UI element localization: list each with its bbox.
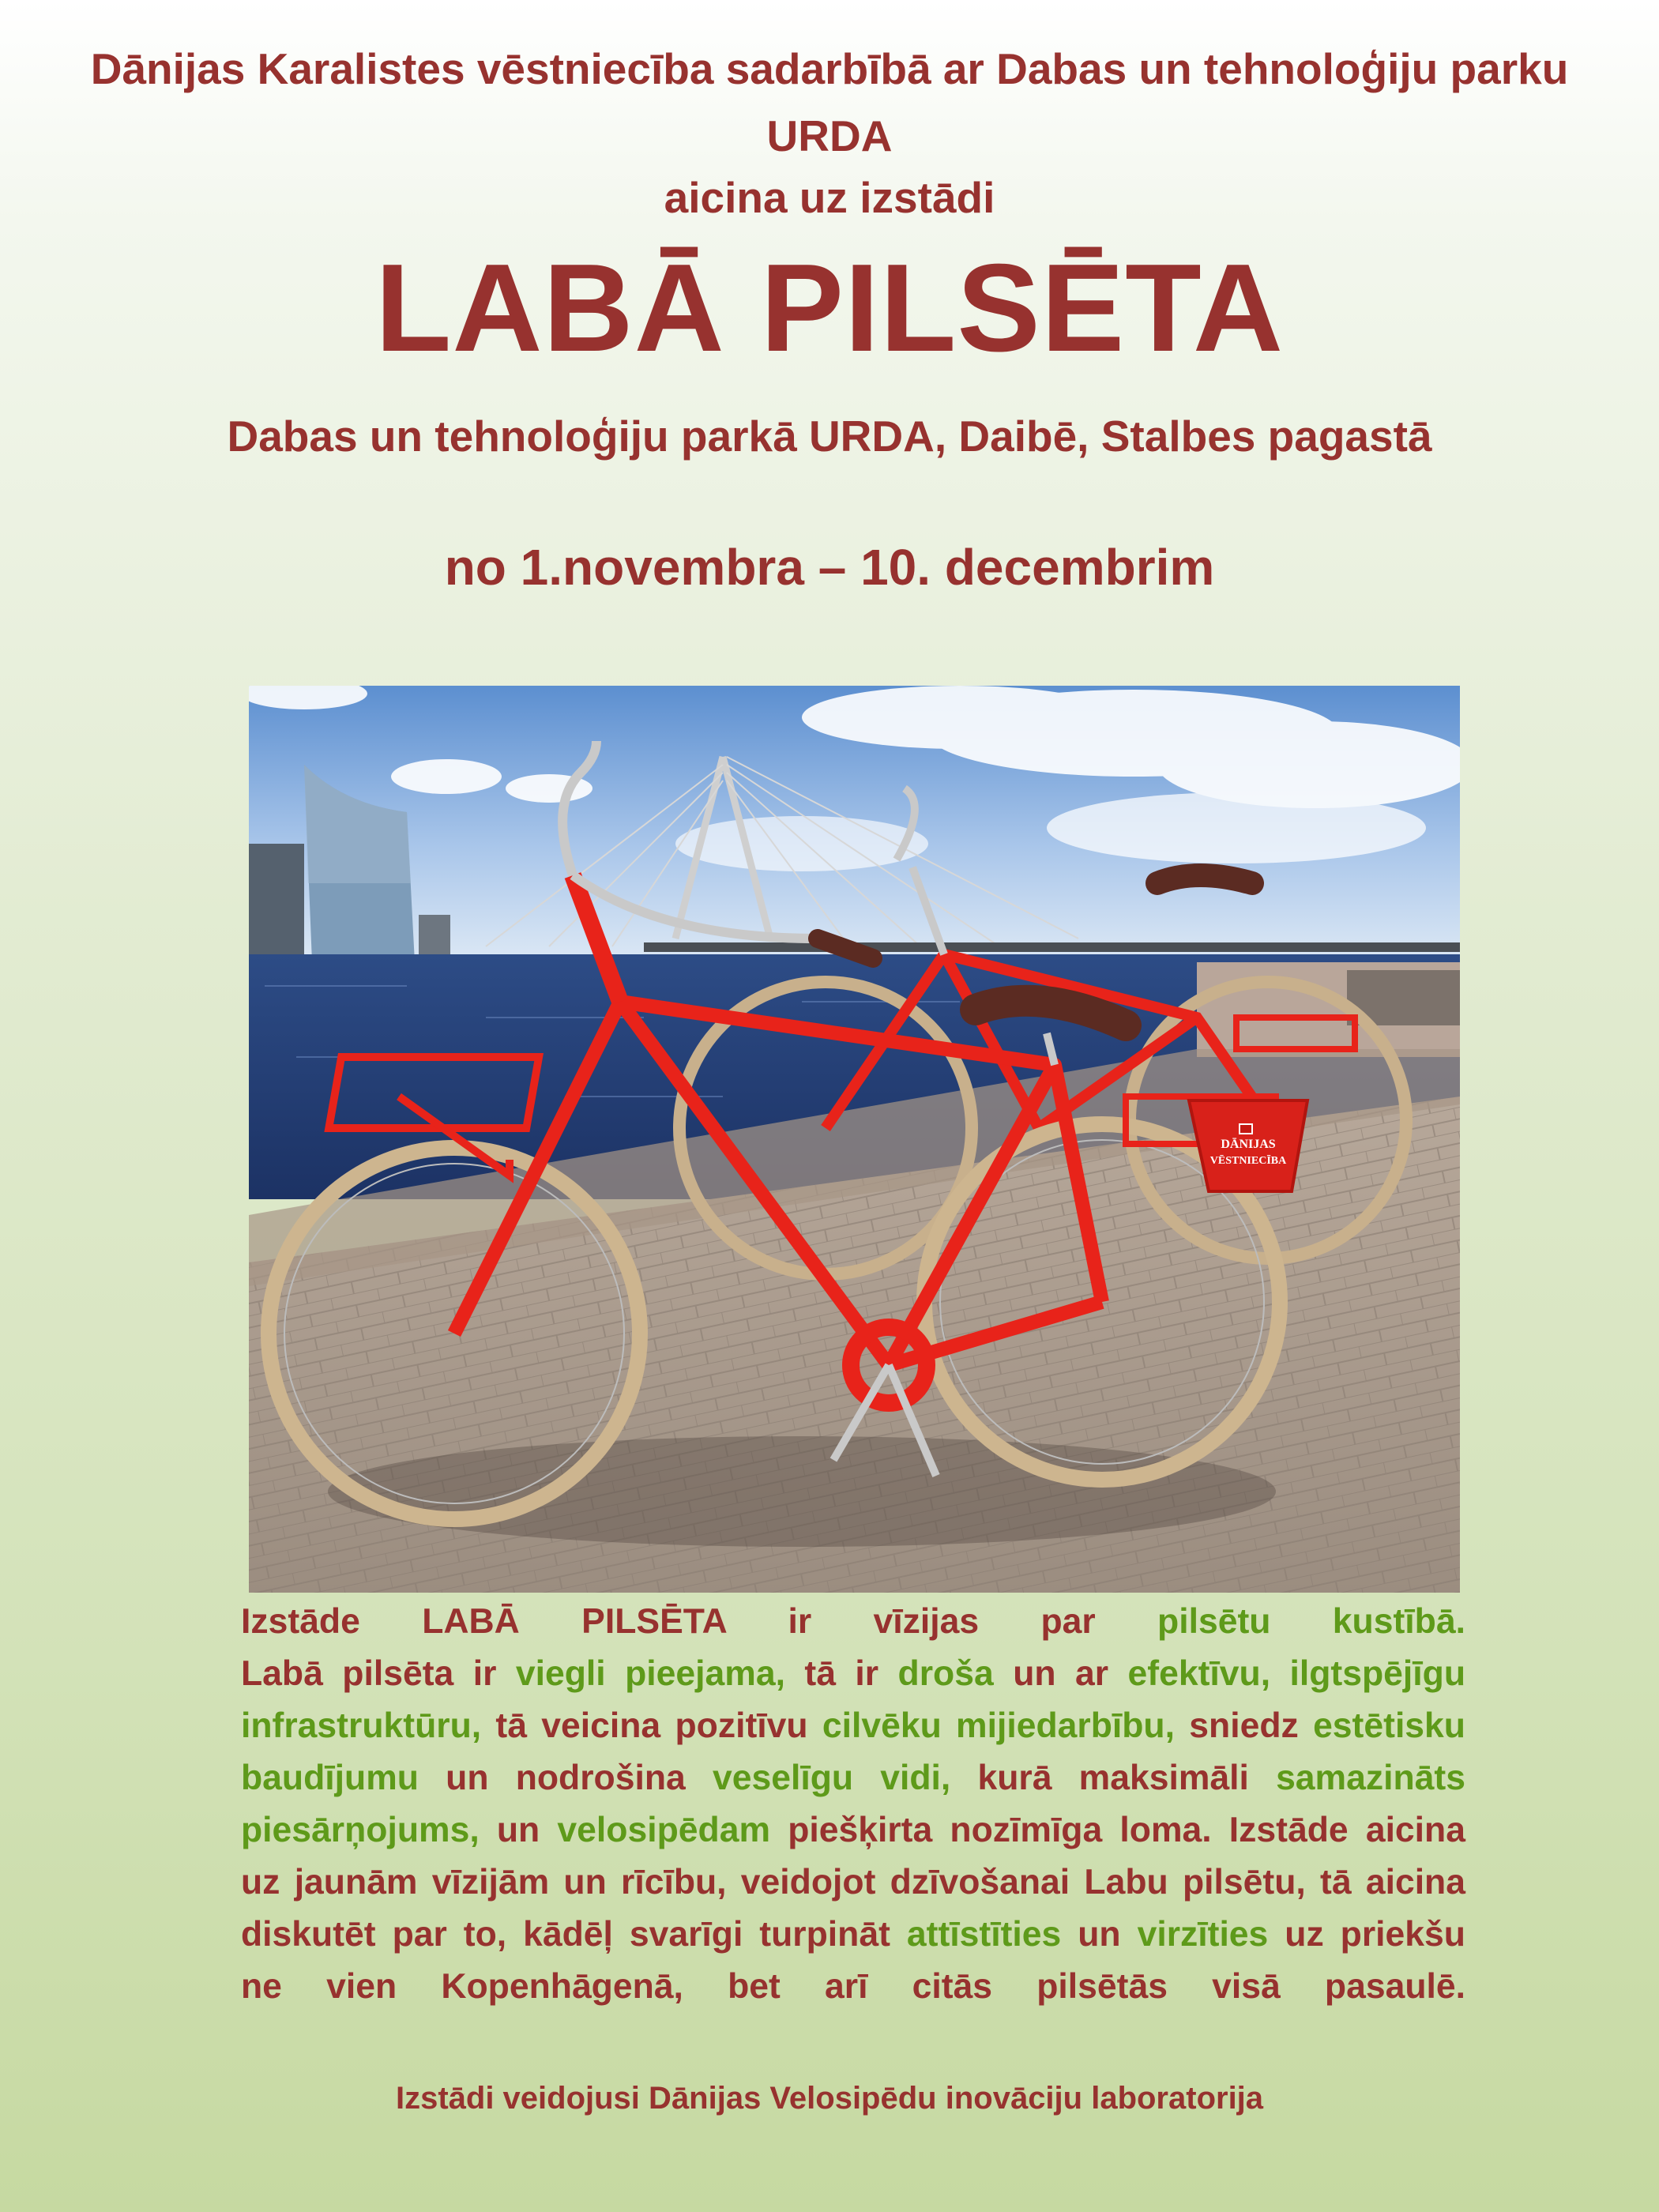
exhibition-description bbox=[241, 1596, 1465, 2013]
basket-sign-line1: DĀNIJAS bbox=[1221, 1138, 1276, 1151]
description-line-2: Labā pilsēta ir viegli pieejama, tā ir droša un ar efektīvu, ilgtspējīgu bbox=[241, 1654, 1466, 1693]
description-line-7: diskutēt par to, kādēļ svarīgi turpināt attīstīties un virzīties uz priekšu bbox=[241, 1915, 1465, 1954]
exhibition-title: LABĀ PILSĒTA bbox=[374, 239, 1285, 378]
organizer-line-urda: URDA bbox=[766, 111, 893, 160]
organizer-line: Dānijas Karalistes vēstniecība sadarbībā ar Dabas un tehnoloģiju parku bbox=[90, 44, 1569, 93]
description-line-1: Izstāde LABĀ PILSĒTA ir vīzijas par pilsētu kustībā. bbox=[241, 1602, 1465, 1641]
description-line-3: infrastruktūru, tā veicina pozitīvu cilvēku mijiedarbību, sniedz estētisku bbox=[241, 1706, 1465, 1745]
location-line: Dabas un tehnoloģiju parkā URDA, Daibē, Stalbes pagastā bbox=[227, 412, 1432, 461]
description-line-5: piesārņojums, un velosipēdam piešķirta nozīmīga loma. Izstāde aicina bbox=[241, 1811, 1465, 1849]
bicycles-photo bbox=[249, 686, 1460, 1593]
invite-line: aicina uz izstādi bbox=[664, 173, 995, 222]
building-left bbox=[249, 844, 304, 962]
footer-credit: Izstādi veidojusi Dānijas Velosipēdu inovāciju laboratorija bbox=[395, 2081, 1264, 2116]
description-line-4: baudījumu un nodrošina veselīgu vidi, kurā maksimāli samazināts bbox=[241, 1759, 1465, 1797]
description-line-6: uz jaunām vīzijām un rīcību, veidojot dzīvošanai Labu pilsētu, tā aicina bbox=[241, 1863, 1465, 1902]
embassy-basket-sign bbox=[1189, 1100, 1307, 1191]
dates-line: no 1.novembra – 10. decembrim bbox=[444, 539, 1215, 596]
description-line-8: ne vien Kopenhāgenā, bet arī citās pilsētās visā pasaulē. bbox=[241, 1967, 1465, 2006]
basket-sign-line2: VĒSTNIECĪBA bbox=[1209, 1155, 1287, 1167]
bridge-deck bbox=[644, 942, 1460, 952]
